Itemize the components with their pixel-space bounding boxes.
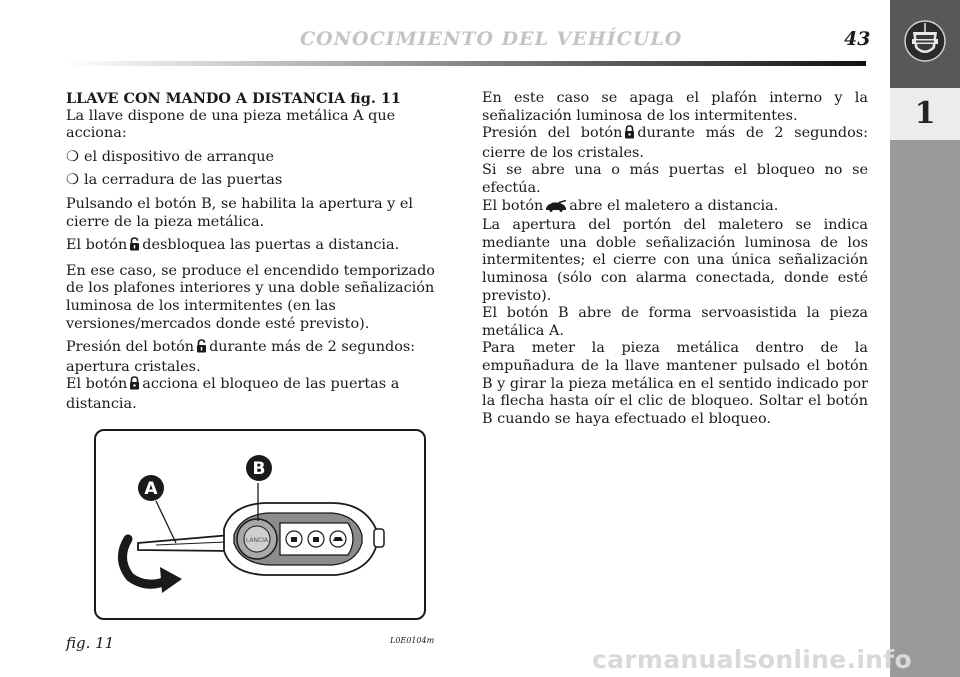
side-tab-logo-area <box>890 0 960 88</box>
lock-icon <box>624 125 635 145</box>
right-column <box>482 90 868 428</box>
intro-paragraph: La llave dispone de una pieza metálica A que acciona: <box>66 107 396 142</box>
paragraph: En ese caso, se produce el encendido temporizado de los plafones interiores y una doble señalización luminosa de los intermitentes (en las versiones/mercados donde esté previsto). <box>66 262 435 332</box>
label-a: A <box>144 479 158 499</box>
paragraph: Para meter la pieza metálica dentro de la empuñadura de la llave mantener pulsado el botón B y girar la pieza metálica en el sentido indicado por la flecha hasta oír el clic de bloqueo. Soltar el botón B cuando se haya efectuado el bloqueo. <box>482 340 868 427</box>
section-title: CONOCIMIENTO DEL VEHÍCULO <box>300 28 683 50</box>
svg-text:LANCIA: LANCIA <box>245 537 269 544</box>
paragraph: Si se abre una o más puertas el bloqueo no se efectúa. <box>482 162 868 196</box>
bullet-item: ❍ el dispositivo de arranque <box>66 148 274 165</box>
key-figure <box>94 429 426 620</box>
watermark: carmanualsonline.info <box>592 645 912 674</box>
paragraph: Pulsando el botón B, se habilita la apertura y el cierre de la pieza metálica. <box>66 195 413 230</box>
header-divider <box>66 61 866 66</box>
paragraph: El botón desbloquea las puertas a distancia. <box>66 237 456 257</box>
paragraph: El botón abre el maletero a distancia. <box>482 198 868 218</box>
chapter-side-tab <box>890 0 960 677</box>
label-b: B <box>252 459 266 479</box>
chapter-number: 1 <box>914 96 936 131</box>
page-number: 43 <box>844 28 871 50</box>
remote-key-illustration <box>96 431 424 618</box>
lancia-logo-icon <box>904 20 946 62</box>
paragraph: En este caso se apaga el plafón interno y la señalización luminosa de los intermitentes. <box>482 90 868 124</box>
lock-icon <box>129 376 140 396</box>
section-heading: LLAVE CON MANDO A DISTANCIA fig. 11 <box>66 90 401 107</box>
figure-caption: fig. 11 <box>66 634 115 652</box>
bullet-circle-icon: ❍ <box>66 172 79 189</box>
car-trunk-icon <box>545 200 567 218</box>
paragraph: El botón B abre de forma servoasistida la pieza metálica A. <box>482 305 868 339</box>
unlock-icon <box>196 339 207 359</box>
left-column <box>66 90 456 414</box>
chapter-tab[interactable] <box>890 88 960 140</box>
bullet-circle-icon: ❍ <box>66 148 79 165</box>
paragraph: Presión del botón durante más de 2 segundos: cierre de los cristales. <box>482 125 868 161</box>
figure-code: L0E0104m <box>390 636 435 645</box>
bullet-item: ❍ la cerradura de las puertas <box>66 172 283 189</box>
paragraph: Presión del botón durante más de 2 segundos: apertura cristales. <box>66 339 416 375</box>
unlock-icon <box>129 237 140 257</box>
paragraph: La apertura del portón del maletero se indica mediante una doble señalización luminosa de los intermitentes; el cierre con una única señalización luminosa (sólo con alarma conectada, donde esté previsto). <box>482 217 868 304</box>
paragraph: El botón acciona el bloqueo de las puertas a distancia. <box>66 376 400 412</box>
